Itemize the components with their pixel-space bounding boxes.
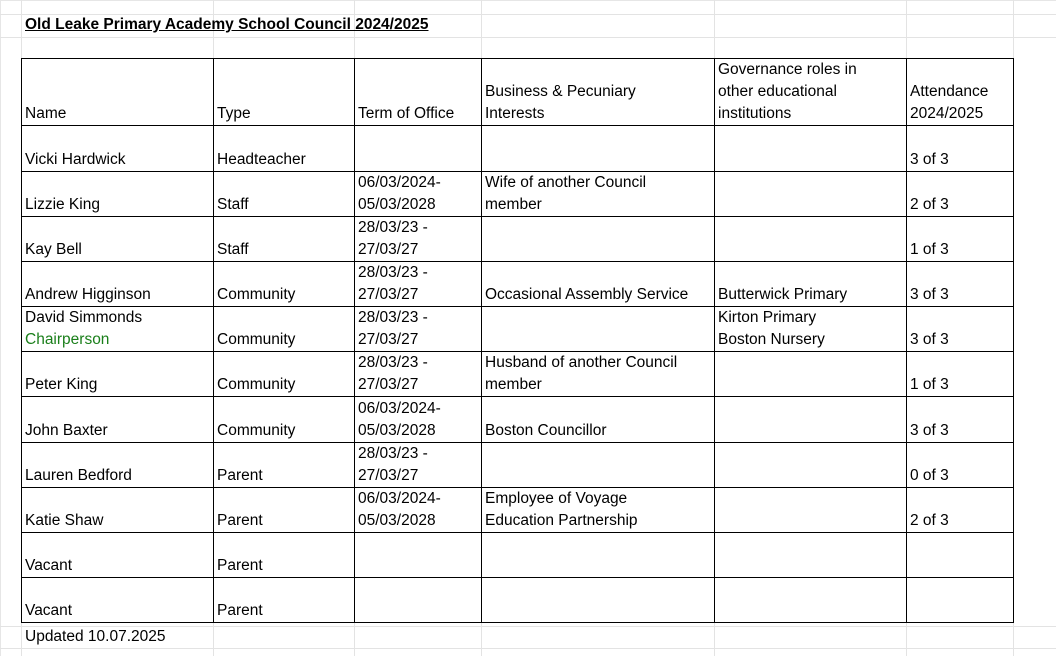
- governance-roles-cell[interactable]: [715, 578, 907, 623]
- term-cell[interactable]: 28/03/23 - 27/03/27: [355, 217, 482, 262]
- governance-roles-cell[interactable]: [715, 126, 907, 172]
- table-row: [22, 488, 1014, 533]
- header-row: [22, 59, 1014, 126]
- member-name-cell[interactable]: Lauren Bedford: [22, 443, 214, 488]
- header-term[interactable]: Term of Office: [355, 59, 482, 126]
- governance-roles-cell[interactable]: Butterwick Primary: [715, 262, 907, 307]
- member-type-cell[interactable]: Parent: [214, 488, 355, 533]
- governance-roles-cell[interactable]: [715, 172, 907, 217]
- governance-roles-cell[interactable]: [715, 217, 907, 262]
- term-cell[interactable]: 06/03/2024- 05/03/2028: [355, 397, 482, 443]
- business-interests-cell[interactable]: Wife of another Council member: [482, 172, 715, 217]
- attendance-cell[interactable]: 2 of 3: [907, 488, 1014, 533]
- member-name-cell[interactable]: Peter King: [22, 352, 214, 397]
- attendance-cell[interactable]: [907, 533, 1014, 578]
- business-interests-cell[interactable]: Husband of another Council member: [482, 352, 715, 397]
- governance-roles-cell[interactable]: Kirton Primary Boston Nursery: [715, 307, 907, 352]
- term-cell[interactable]: 06/03/2024- 05/03/2028: [355, 488, 482, 533]
- member-type-cell[interactable]: Community: [214, 397, 355, 443]
- business-interests-cell[interactable]: [482, 126, 715, 172]
- member-name-cell[interactable]: Vicki Hardwick: [22, 126, 214, 172]
- attendance-cell[interactable]: [907, 578, 1014, 623]
- term-cell[interactable]: 28/03/23 - 27/03/27: [355, 307, 482, 352]
- governance-roles-cell[interactable]: [715, 397, 907, 443]
- table-row: [22, 397, 1014, 443]
- member-type-cell[interactable]: Staff: [214, 217, 355, 262]
- business-interests-cell[interactable]: [482, 217, 715, 262]
- header-business[interactable]: Business & Pecuniary Interests: [482, 59, 715, 126]
- governance-roles-cell[interactable]: [715, 443, 907, 488]
- attendance-cell[interactable]: 1 of 3: [907, 352, 1014, 397]
- attendance-cell[interactable]: 3 of 3: [907, 397, 1014, 443]
- attendance-cell[interactable]: 3 of 3: [907, 126, 1014, 172]
- member-type-cell[interactable]: Staff: [214, 172, 355, 217]
- member-name-cell[interactable]: Katie Shaw: [22, 488, 214, 533]
- council-table: [21, 58, 1014, 623]
- attendance-cell[interactable]: 3 of 3: [907, 307, 1014, 352]
- member-name-cell[interactable]: Andrew Higginson: [22, 262, 214, 307]
- table-row: [22, 217, 1014, 262]
- attendance-cell[interactable]: 3 of 3: [907, 262, 1014, 307]
- member-type-cell[interactable]: Community: [214, 262, 355, 307]
- header-governance[interactable]: Governance roles in other educational institutions: [715, 59, 907, 126]
- member-type-cell[interactable]: Community: [214, 352, 355, 397]
- member-name-cell[interactable]: Vacant: [22, 578, 214, 623]
- member-type-cell[interactable]: Parent: [214, 578, 355, 623]
- header-attendance[interactable]: Attendance 2024/2025: [907, 59, 1014, 126]
- member-name-cell[interactable]: Lizzie King: [22, 172, 214, 217]
- business-interests-cell[interactable]: [482, 578, 715, 623]
- member-type-cell[interactable]: Community: [214, 307, 355, 352]
- table-row: [22, 307, 1014, 352]
- member-name-cell[interactable]: David Simmonds Chairperson: [22, 307, 214, 352]
- business-interests-cell[interactable]: [482, 307, 715, 352]
- term-cell[interactable]: 28/03/23 - 27/03/27: [355, 443, 482, 488]
- business-interests-cell[interactable]: Occasional Assembly Service: [482, 262, 715, 307]
- term-cell[interactable]: 06/03/2024- 05/03/2028: [355, 172, 482, 217]
- business-interests-cell[interactable]: [482, 443, 715, 488]
- term-cell[interactable]: [355, 126, 482, 172]
- governance-roles-cell[interactable]: [715, 352, 907, 397]
- member-type-cell[interactable]: Headteacher: [214, 126, 355, 172]
- table-row: [22, 172, 1014, 217]
- updated-note: Updated 10.07.2025: [25, 628, 166, 645]
- term-cell[interactable]: [355, 578, 482, 623]
- header-name[interactable]: Name: [22, 59, 214, 126]
- table-row: [22, 578, 1014, 623]
- governance-roles-cell[interactable]: [715, 533, 907, 578]
- governance-roles-cell[interactable]: [715, 488, 907, 533]
- business-interests-cell[interactable]: [482, 533, 715, 578]
- member-type-cell[interactable]: Parent: [214, 533, 355, 578]
- term-cell[interactable]: 28/03/23 - 27/03/27: [355, 262, 482, 307]
- header-type[interactable]: Type: [214, 59, 355, 126]
- member-name-cell[interactable]: Kay Bell: [22, 217, 214, 262]
- member-name-cell[interactable]: John Baxter: [22, 397, 214, 443]
- attendance-cell[interactable]: 1 of 3: [907, 217, 1014, 262]
- table-row: [22, 262, 1014, 307]
- page-title: Old Leake Primary Academy School Council 2024/2025: [25, 16, 429, 33]
- business-interests-cell[interactable]: Employee of Voyage Education Partnership: [482, 488, 715, 533]
- member-type-cell[interactable]: Parent: [214, 443, 355, 488]
- business-interests-cell[interactable]: Boston Councillor: [482, 397, 715, 443]
- table-row: [22, 352, 1014, 397]
- table-row: [22, 126, 1014, 172]
- table-row: [22, 533, 1014, 578]
- term-cell[interactable]: [355, 533, 482, 578]
- term-cell[interactable]: 28/03/23 - 27/03/27: [355, 352, 482, 397]
- member-name-cell[interactable]: Vacant: [22, 533, 214, 578]
- attendance-cell[interactable]: 2 of 3: [907, 172, 1014, 217]
- table-row: [22, 443, 1014, 488]
- attendance-cell[interactable]: 0 of 3: [907, 443, 1014, 488]
